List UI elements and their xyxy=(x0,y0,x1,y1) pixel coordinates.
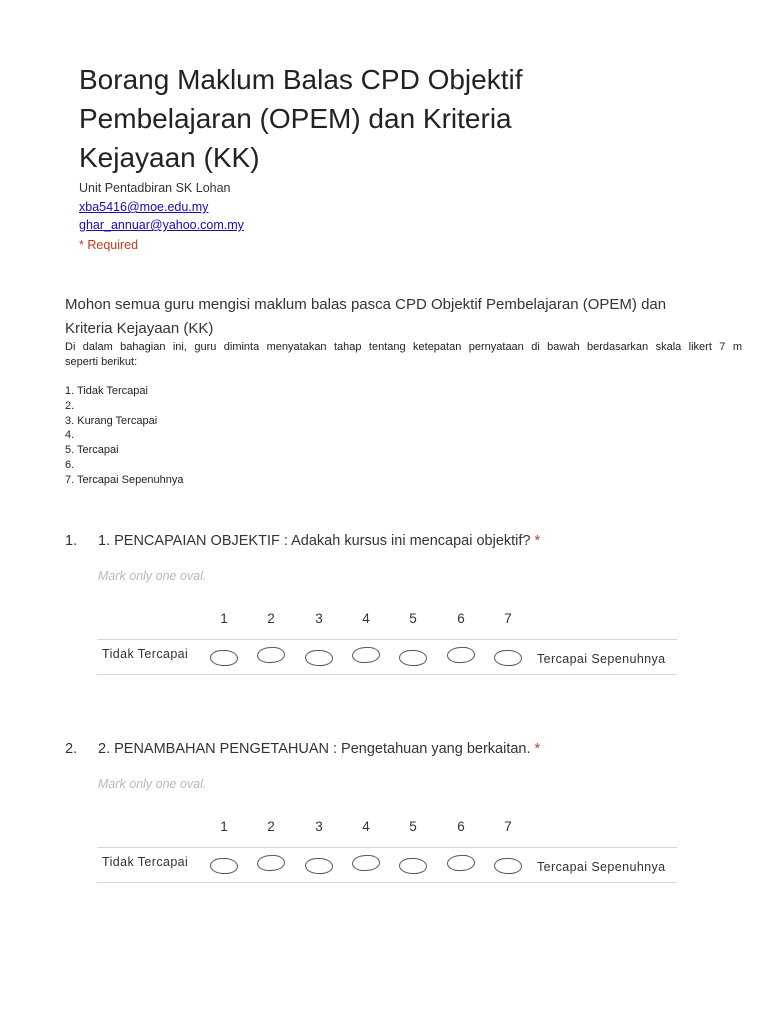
required-asterisk: * xyxy=(534,741,541,757)
rating-oval-4[interactable] xyxy=(352,646,381,663)
email-link[interactable]: ghar_annuar@yahoo.com.my xyxy=(79,218,244,232)
list-item: 2. xyxy=(65,399,75,412)
required-asterisk: * xyxy=(534,533,541,549)
scale-number: 1 xyxy=(220,611,228,626)
list-item: 6. xyxy=(65,458,75,471)
email-link[interactable]: xba5416@moe.edu.my xyxy=(79,200,209,214)
intro-line: Mohon semua guru mengisi maklum balas pasca CPD Objektif Pembelajaran (OPEM) dan xyxy=(65,296,667,313)
scale-number: 7 xyxy=(504,819,512,834)
scale-number: 5 xyxy=(409,611,417,626)
divider xyxy=(97,674,677,675)
rating-oval-2[interactable] xyxy=(257,646,286,663)
question-label: 1. PENCAPAIAN OBJEKTIF : Adakah kursus ini mencapai objektif? xyxy=(98,533,531,549)
scale-low-label: Tidak Tercapai xyxy=(102,647,189,661)
list-item: 7. Tercapai Sepenuhnya xyxy=(65,473,184,486)
rating-oval-6[interactable] xyxy=(447,646,476,663)
question-number: 2. xyxy=(65,741,78,757)
rating-oval-1[interactable] xyxy=(210,858,239,875)
divider xyxy=(97,847,677,848)
scale-number: 4 xyxy=(362,611,370,626)
list-item: 4. xyxy=(65,429,75,442)
question-text xyxy=(98,741,540,757)
scale-high-label: Tercapai Sepenuhnya xyxy=(537,860,666,874)
scale-number: 7 xyxy=(504,611,512,626)
list-item: 3. Kurang Tercapai xyxy=(65,414,158,427)
rating-oval-6[interactable] xyxy=(447,854,476,871)
rating-oval-5[interactable] xyxy=(399,858,428,875)
rating-oval-4[interactable] xyxy=(352,854,381,871)
scale-number: 4 xyxy=(362,819,370,834)
question-number: 1. xyxy=(65,533,78,549)
form-title xyxy=(79,60,699,177)
description-line: seperti berikut: xyxy=(65,356,138,368)
question-hint: Mark only one oval. xyxy=(98,777,207,791)
scale-number: 6 xyxy=(457,611,465,626)
scale-number: 6 xyxy=(457,819,465,834)
list-item: 1. Tidak Tercapai xyxy=(65,385,148,397)
scale-number: 3 xyxy=(315,819,323,834)
question-text xyxy=(98,533,540,549)
form-title-line: Kejayaan (KK) xyxy=(79,142,260,173)
form-title-line: Borang Maklum Balas CPD Objektif xyxy=(79,64,523,95)
question-label: 2. PENAMBAHAN PENGETAHUAN : Pengetahuan yang berkaitan. xyxy=(98,741,531,757)
scale-low-label: Tidak Tercapai xyxy=(102,855,189,869)
form-title-line: Pembelajaran (OPEM) dan Kriteria xyxy=(79,103,512,134)
organization-name: Unit Pentadbiran SK Lohan xyxy=(79,181,231,195)
scale-number: 2 xyxy=(267,819,275,834)
question-2 xyxy=(0,741,768,901)
intro-line: Kriteria Kejayaan (KK) xyxy=(65,320,214,337)
likert-scale-list xyxy=(65,384,183,488)
required-note: * Required xyxy=(79,238,139,252)
rating-oval-5[interactable] xyxy=(399,650,428,667)
rating-oval-7[interactable] xyxy=(494,858,523,875)
rating-oval-3[interactable] xyxy=(305,650,334,667)
rating-oval-3[interactable] xyxy=(305,858,334,875)
scale-number: 2 xyxy=(267,611,275,626)
divider xyxy=(97,639,677,640)
description-line: Di dalam bahagian ini, guru diminta menyatakan tahap tentang ketepatan pernyataan di bawah berdasarkan skala likert 7 m xyxy=(65,341,742,353)
scale-number: 3 xyxy=(315,611,323,626)
scale-description xyxy=(65,340,755,370)
question-1 xyxy=(0,533,768,693)
list-item: 5. Tercapai xyxy=(65,444,119,457)
scale-number: 5 xyxy=(409,819,417,834)
rating-oval-1[interactable] xyxy=(210,650,239,667)
scale-number: 1 xyxy=(220,819,228,834)
scale-high-label: Tercapai Sepenuhnya xyxy=(537,652,666,666)
rating-oval-7[interactable] xyxy=(494,650,523,667)
divider xyxy=(97,882,677,883)
intro-text xyxy=(65,293,755,341)
rating-oval-2[interactable] xyxy=(257,854,286,871)
question-hint: Mark only one oval. xyxy=(98,569,207,583)
